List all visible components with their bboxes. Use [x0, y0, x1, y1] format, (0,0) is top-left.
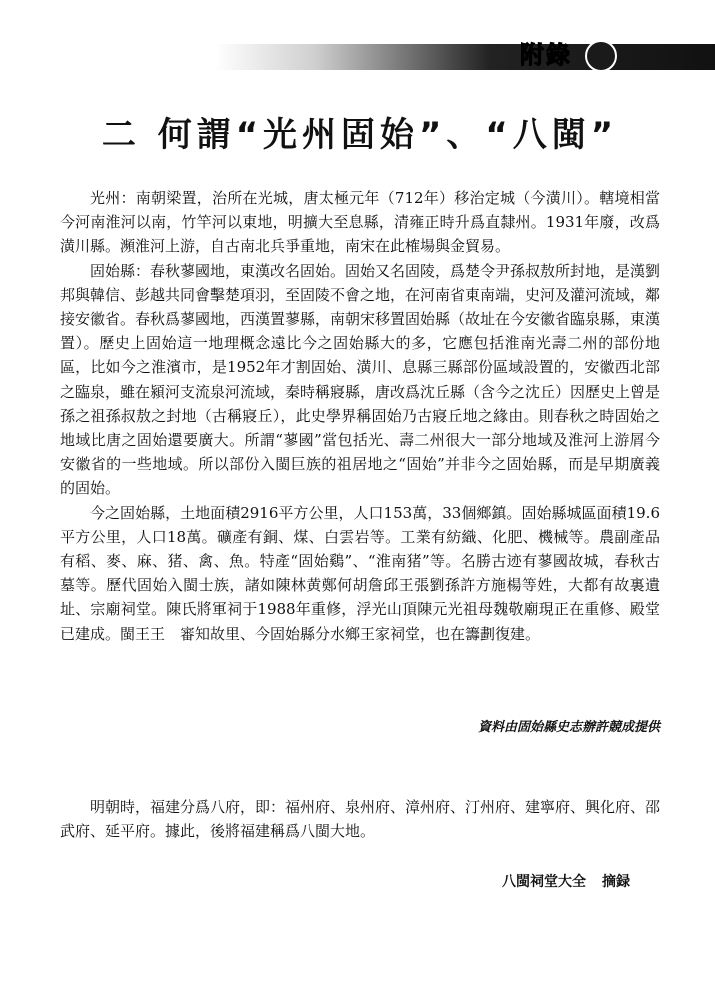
compiler-note — [360, 872, 630, 892]
header-band — [215, 44, 715, 70]
closing-section — [60, 795, 660, 843]
compiler-source: 八閩祠堂大全 — [502, 874, 586, 890]
paragraph-gushi-county: 固始縣：春秋蓼國地，東漢改名固始。固始又名固陵，爲楚令尹孫叔敖所封地，是漢劉邦與韓信、彭越共同會擊楚項羽，至固陵不會之地，在河南省東南端，史河及灌河流域，鄰接安徽省。春秋爲蓼國地，西漢置蓼縣，南朝宋移置固始縣（故址在今安徽省臨泉縣，東漢置）。歷史上固始這一地理概念遠比今之固始縣大的多，它應包括淮南光壽二州的部份地區，比如今之淮濱市，是1952年才割固始、潢川、息縣三縣部份區域設置的，安徽西北部之臨泉，雖在潁河支流泉河流域，秦時稱寢縣，唐改爲沈丘縣（含今之沈丘）因歷史上曾是孫之祖孫叔敖之封地（古稱寢丘），此史學界稱固始乃古寢丘地之緣由。則春秋之時固始之地域比唐之固始還要廣大。所謂“蓼國”當包括光、壽二州很大一部分地域及淮河上游屑今安徽省的一些地域。所以部份入閩巨族的祖居地之“固始”并非今之固始縣，而是早期廣義的固始。 — [60, 261, 661, 498]
article-body — [60, 186, 660, 646]
source-credit: 資料由固始縣史志辦許競成提供 — [477, 720, 660, 735]
paragraph-guangzhou: 光州：南朝梁置，治所在光城，唐太極元年（712年）移治定城（今潢川）。轄境相當今河南淮河以南，竹竿河以東地，明擴大至息縣，清雍正時升爲直隸州。1931年廢，改爲潢川縣。瀕淮河上游，自古南北兵爭重地，南宋在此榷場與金貿易。 — [60, 189, 660, 256]
paragraph-bamin: 明朝時，福建分爲八府，即：福州府、泉州府、漳州府、汀州府、建寧府、興化府、邵武府、延平府。據此，後將福建稱爲八閩大地。 — [60, 798, 661, 840]
paragraph-gushi-today: 今之固始縣，土地面積2916平方公里，人口153萬，33個鄉鎮。固始縣城區面積19.6平方公里，人口18萬。礦產有銅、煤、白雲岩等。工業有紡織、化肥、機械等。農副產品有稻、麥、麻、猪、禽、魚。特產“固始鷄”、“淮南猪”等。名勝古迹有蓼國故城，春秋古墓等。歷代固始入閩士族，諸如陳林黄鄭何胡詹邱王張劉孫許方施楊等姓，大都有故裏遺址、宗廟祠堂。陳氏將軍祠于1988年重修，浮光山頂陳元光祖母魏敬廟現正在重修、殿堂已建成。閩王王 審知故里、今固始縣分水鄉王家祠堂，也在籌劃復建。 — [60, 503, 660, 643]
compiler-action: 摘録 — [602, 874, 630, 890]
seal-emblem-icon — [585, 40, 617, 72]
page-title: 二 何謂“光州固始”、“八閩” — [101, 115, 619, 155]
section-label: 附錄 — [520, 41, 572, 69]
